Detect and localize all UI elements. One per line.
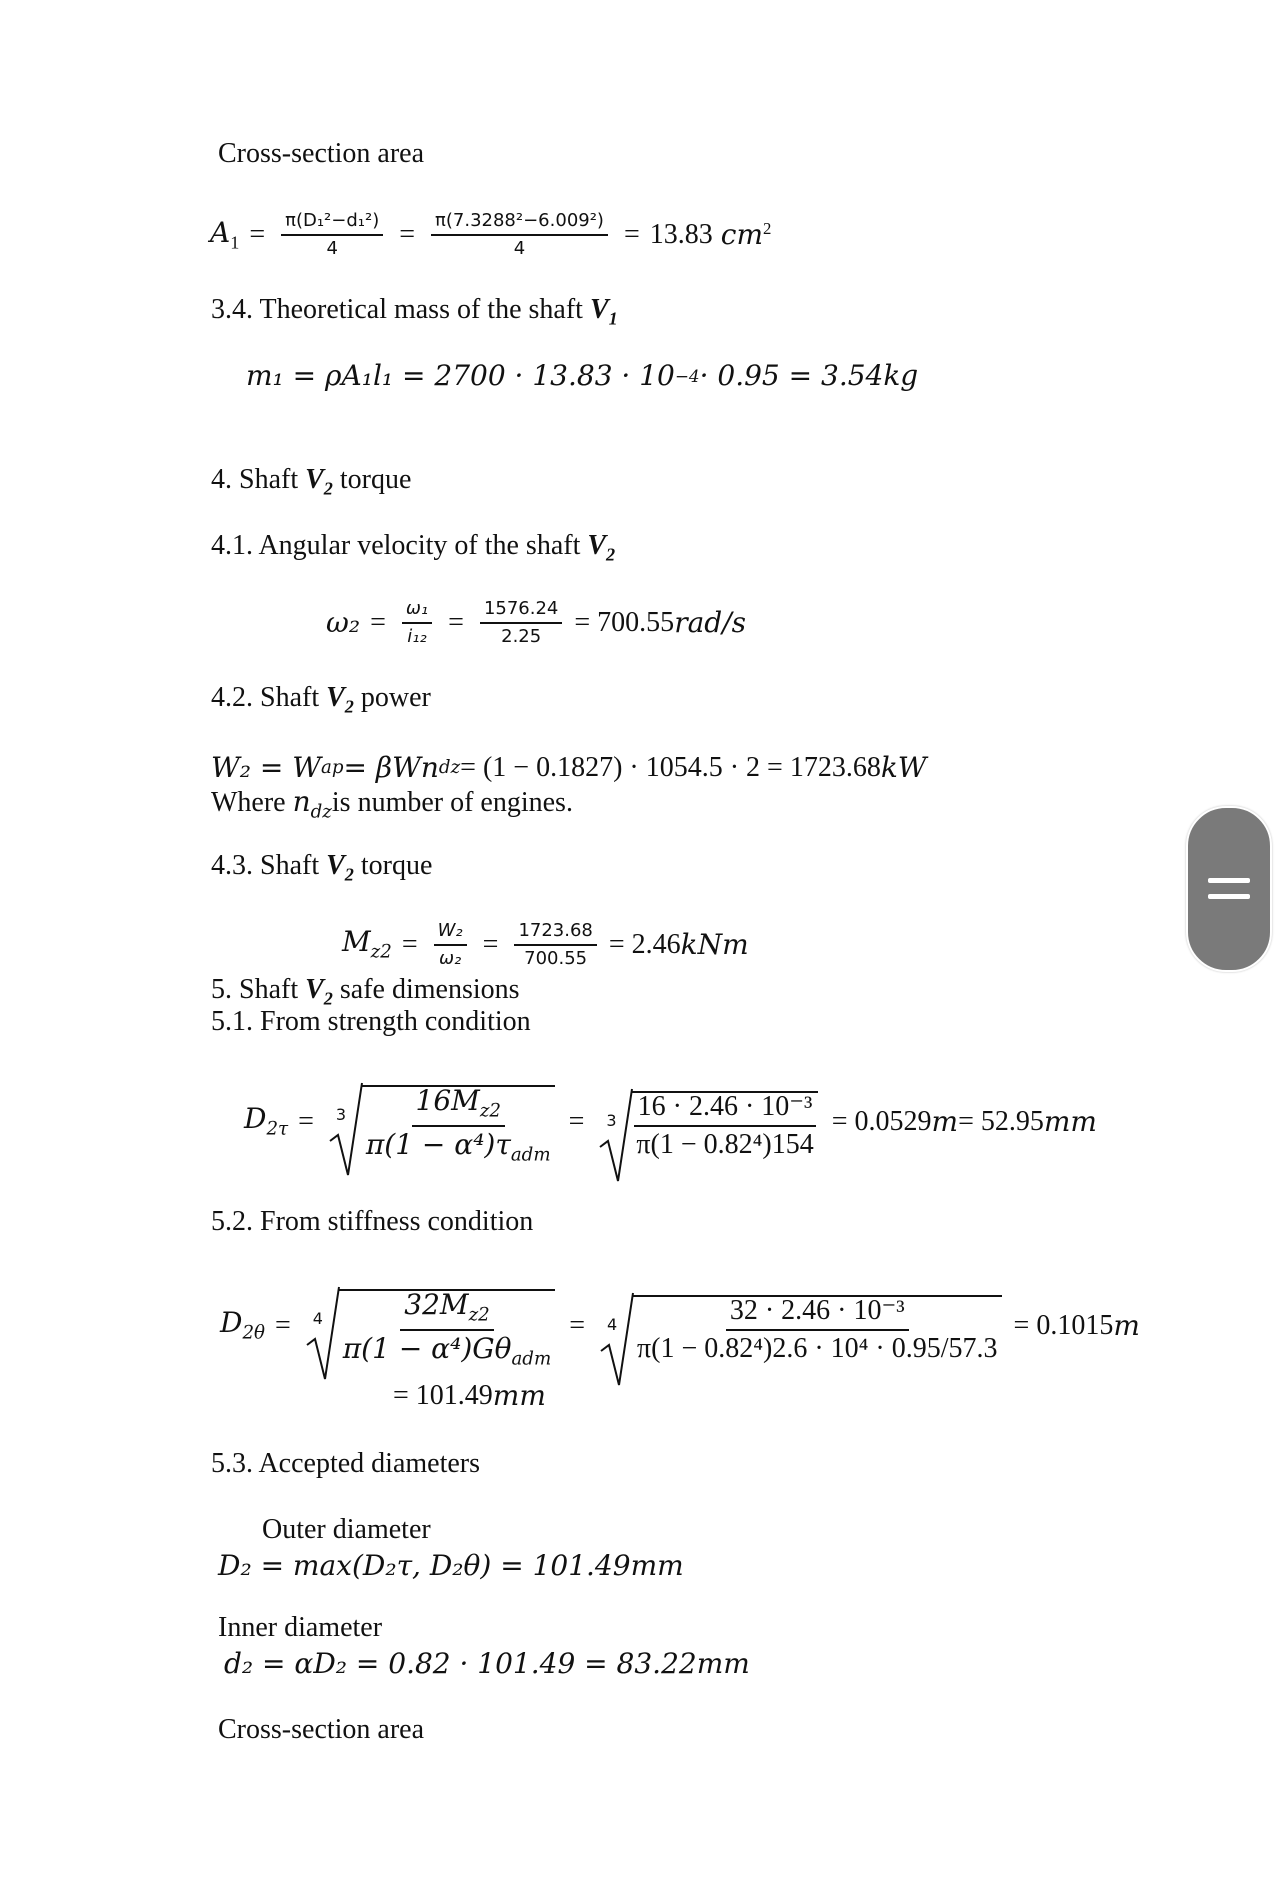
heading-4: 4. Shaft $V_2$ torque bbox=[211, 464, 412, 499]
equation-d2tau: $D_{2\tau}$ = 3 $\frac{16M_{z2}}{\pi(1 - \alpha^4)\tau_{adm}}$ = 3 $\frac{\text{16 · 2.46 · 10⁻³}}{\text{π(1 − 0.82⁴)154}}$ = 0.0529 m = 52.95 mm bbox=[244, 1072, 1097, 1172]
equation-m1: m₁ = ρA₁l₁ = 2700 · 13.83 · 10 −4 · 0.95 = 3.54 kg bbox=[246, 359, 919, 392]
grip-line-icon bbox=[1208, 878, 1250, 883]
a1-fraction-numeric: $\frac{\text{π(7.3288²−6.009²)}}{4}$ bbox=[431, 212, 608, 258]
heading-4-2: 4.2. Shaft $V_2$ power bbox=[211, 682, 431, 717]
equation-d2theta: $D_{2\theta}$ = 4 $\frac{32M_{z2}}{\pi(1 - \alpha^4)G\theta_{adm}}$ = 4 $\frac{\text{32 · 2.46 · 10⁻³}}{\text{π(1 − 0.82⁴)2.6 · 10⁴ · 0.95/57.3}}$ = 0.1015 m bbox=[220, 1276, 1140, 1376]
mz2-fraction-symbolic: $\frac{\text{W₂}}{\text{ω₂}}$ bbox=[434, 922, 467, 968]
heading-5-1: 5.1. From strength condition bbox=[211, 1006, 531, 1037]
equation-omega2: ω₂ = $\frac{\text{ω₁}}{\text{i₁₂}}$ = $\frac{1576.24}{2.25}$ = 700.55 rad/s bbox=[326, 598, 746, 647]
heading-5-2: 5.2. From stiffness condition bbox=[211, 1206, 534, 1237]
d2theta-radical-symbolic: 4 $\frac{32M_{z2}}{\pi(1 - \alpha^4)G\theta_{adm}}$ bbox=[305, 1283, 555, 1368]
equation-mz2: $M_{z2}$ = $\frac{\text{W₂}}{\text{ω₂}}$ = $\frac{1723.68}{700.55}$ = 2.46 kNm bbox=[342, 920, 749, 969]
cross-section-area-heading-2: Cross-section area bbox=[218, 1714, 425, 1745]
heading-3-4: 3.4. Theoretical mass of the shaft $V_1$ bbox=[211, 294, 618, 329]
heading-4-1: 4.1. Angular velocity of the shaft $V_2$ bbox=[211, 530, 616, 565]
equation-d2: D₂ = max(D₂τ, D₂θ) = 101.49 mm bbox=[218, 1549, 684, 1582]
d2tau-radical-symbolic: 3 $\frac{16M_{z2}}{\pi(1 - \alpha^4)\tau_{adm}}$ bbox=[328, 1079, 555, 1164]
d2theta-radical-numeric: 4 $\frac{\text{32 · 2.46 · 10⁻³}}{\text{π(1 − 0.82⁴)2.6 · 10⁴ · 0.95/57.3}}$ bbox=[599, 1289, 1002, 1363]
d2tau-radical-numeric: 3 $\frac{\text{16 · 2.46 · 10⁻³}}{\text{π(1 − 0.82⁴)154}}$ bbox=[598, 1085, 817, 1159]
d2theta-lhs: $D_{2\theta}$ bbox=[220, 1306, 265, 1344]
cross-section-area-heading: Cross-section area bbox=[218, 138, 425, 169]
equation-w2: W₂ = W ap = βWn dz = (1 − 0.1827) · 1054.5 · 2 = 1723.68 kW bbox=[211, 751, 927, 784]
where-text: Where $n_{dz}is$ number of engines. bbox=[211, 785, 573, 823]
a1-unit: $cm^2$ bbox=[720, 218, 772, 252]
a1-lhs: $A_1$ bbox=[210, 215, 240, 253]
heading-4-3: 4.3. Shaft $V_2$ torque bbox=[211, 850, 433, 885]
grip-line-icon bbox=[1208, 894, 1250, 899]
heading-5-3: 5.3. Accepted diameters bbox=[211, 1448, 481, 1479]
a1-fraction-symbolic: $\frac{\text{π(D₁²−d₁²)}}{4}$ bbox=[281, 212, 383, 258]
heading-5: 5. Shaft $V_2$ safe dimensions bbox=[211, 974, 520, 1009]
equation-a1: $A_1$ = $\frac{\text{π(D₁²−d₁²)}}{4}$ = $\frac{\text{π(7.3288²−6.009²)}}{4}$ = 13.83 $cm^2$ bbox=[210, 210, 772, 259]
equation-d2theta-line2: = 101.49 mm bbox=[393, 1379, 546, 1412]
inner-diameter-label: Inner diameter bbox=[218, 1612, 383, 1643]
mz2-lhs: $M_{z2}$ bbox=[342, 925, 392, 963]
omega2-fraction-numeric: $\frac{1576.24}{2.25}$ bbox=[480, 600, 562, 646]
outer-diameter-label: Outer diameter bbox=[262, 1514, 431, 1545]
equation-d2-inner: d₂ = αD₂ = 0.82 · 101.49 = 83.22 mm bbox=[224, 1647, 750, 1680]
a1-result: 13.83 bbox=[649, 219, 713, 250]
d2tau-lhs: $D_{2\tau}$ bbox=[244, 1102, 289, 1140]
omega2-fraction-symbolic: $\frac{\text{ω₁}}{\text{i₁₂}}$ bbox=[402, 600, 432, 646]
mz2-fraction-numeric: $\frac{1723.68}{700.55}$ bbox=[514, 922, 596, 968]
scroll-handle[interactable] bbox=[1186, 806, 1272, 972]
